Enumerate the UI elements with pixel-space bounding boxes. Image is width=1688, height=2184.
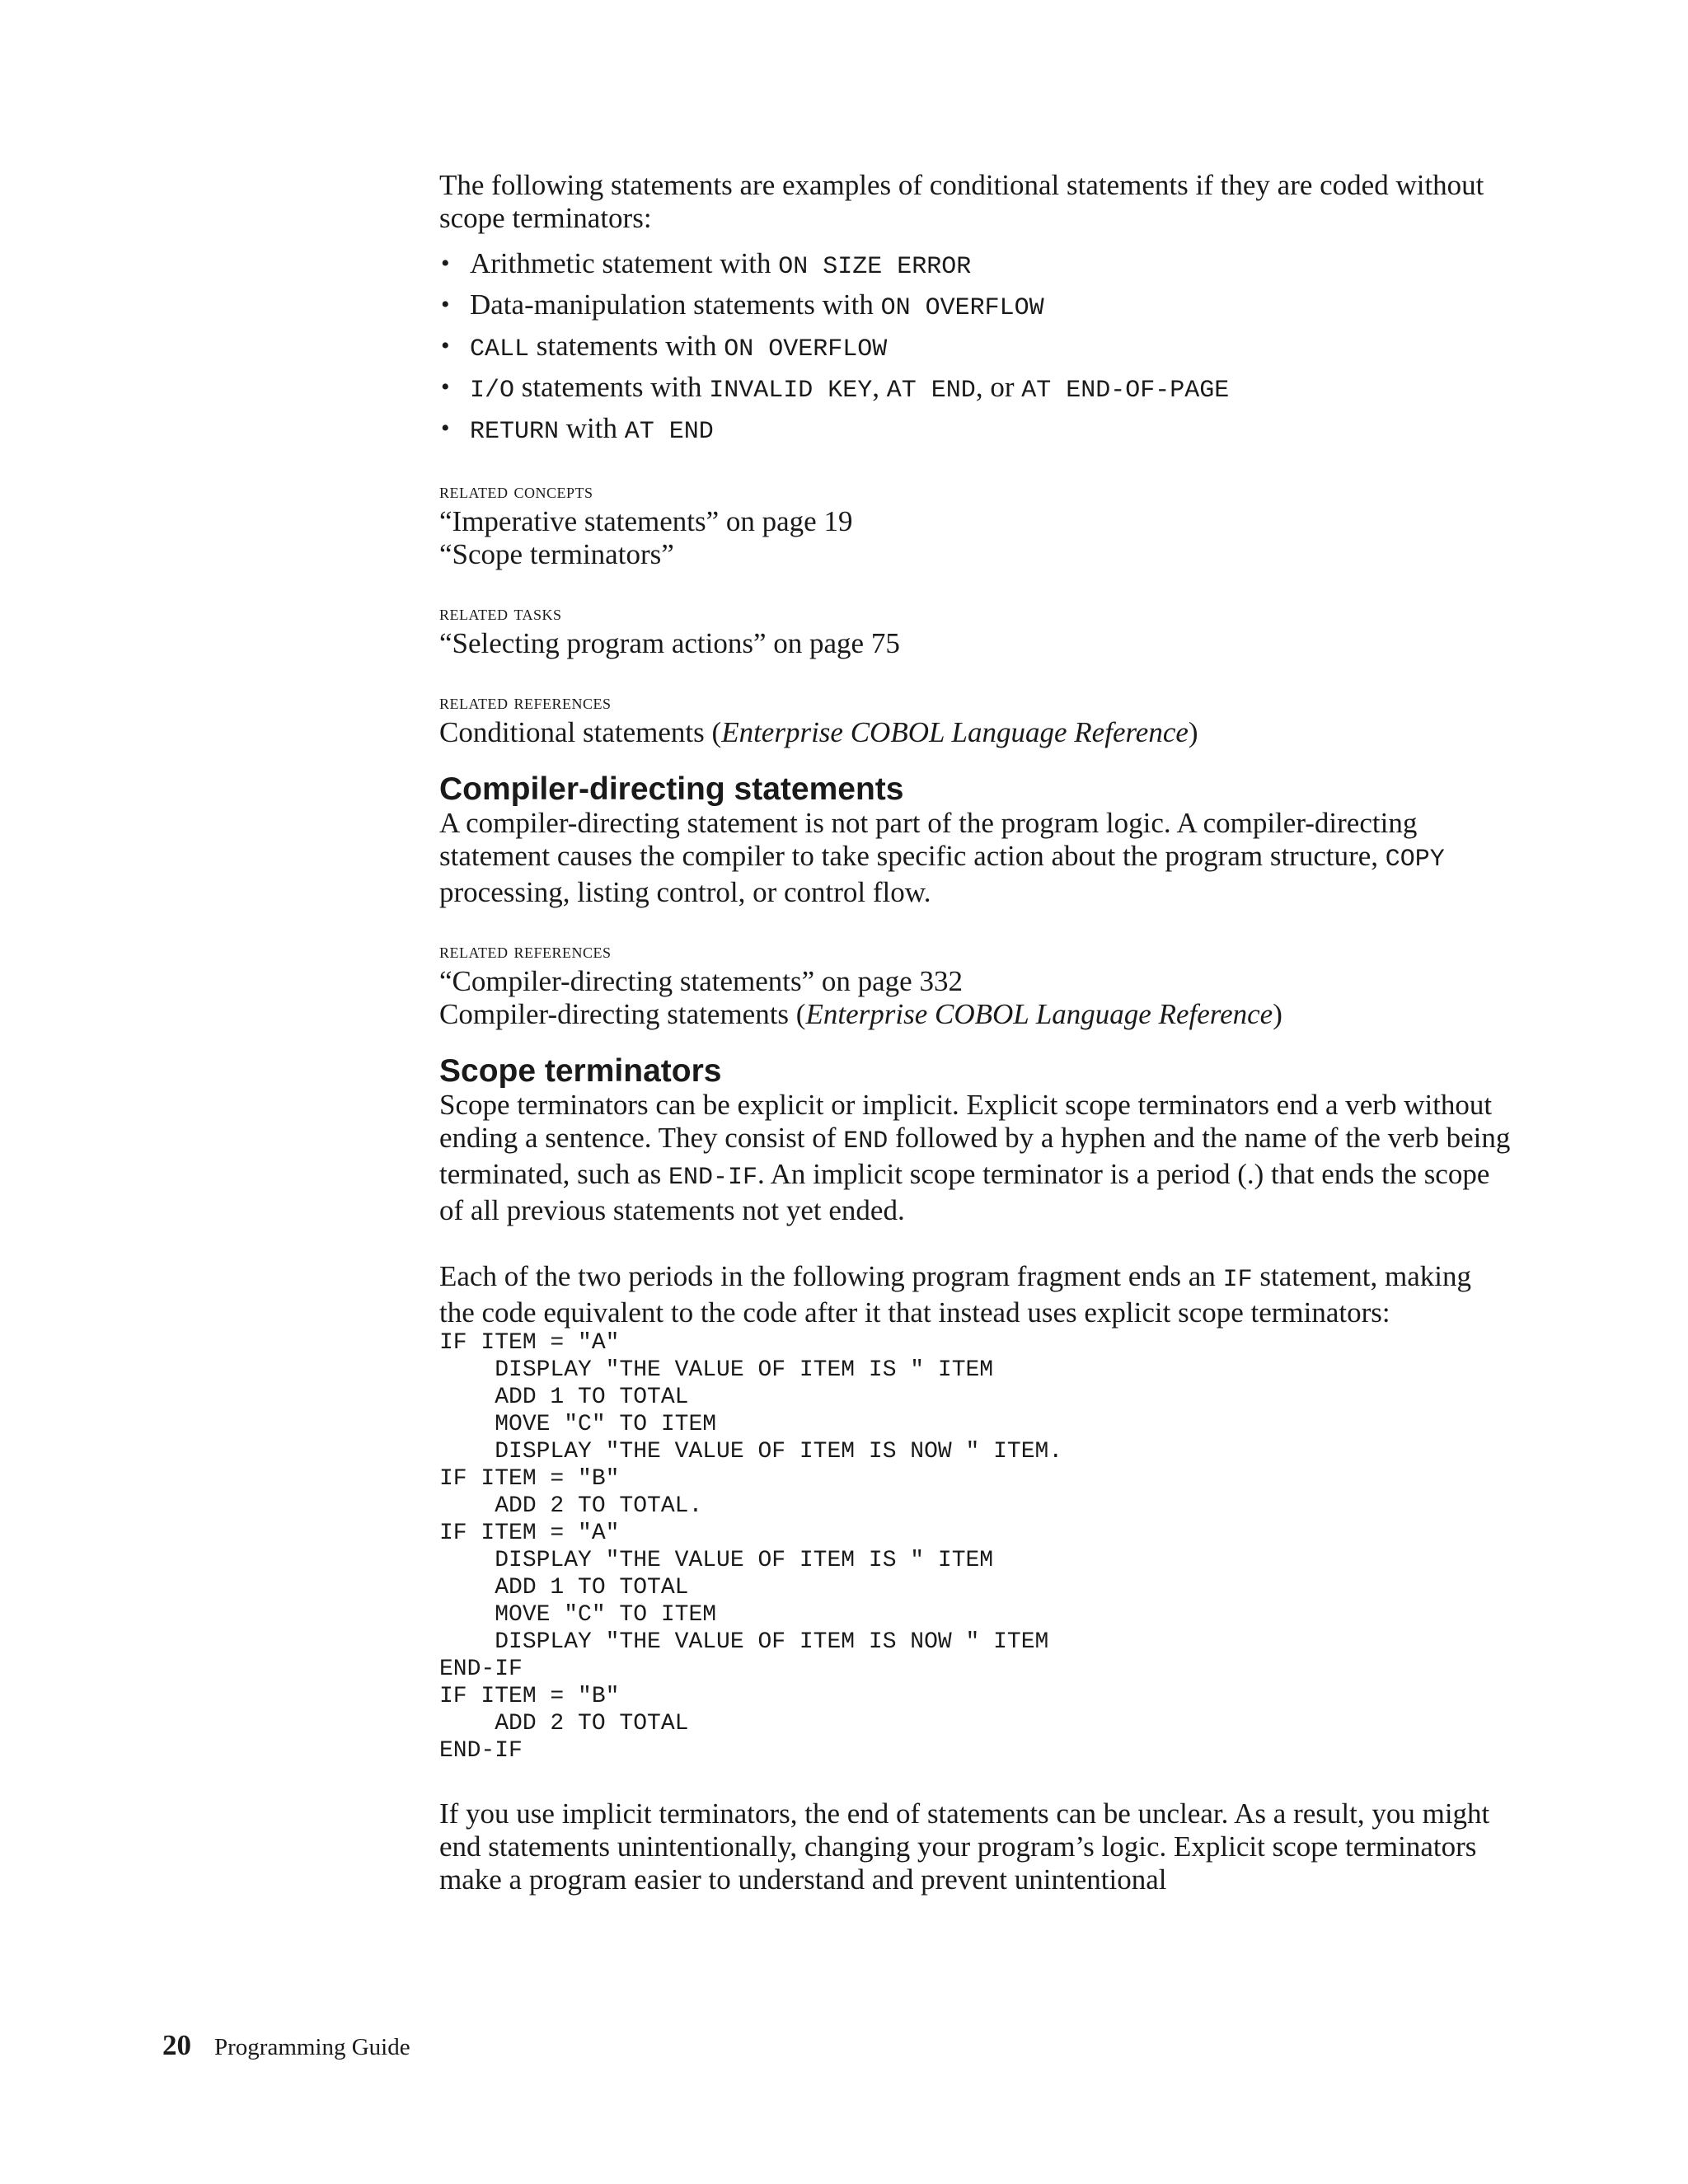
compiler-directing-paragraph: A compiler-directing statement is not part of the program logic. A compiler-directing statement causes the compiler to take specific action about the program structure, COPY processing, listing control, or control flow. bbox=[439, 807, 1445, 908]
related-references-heading: related references bbox=[439, 939, 612, 963]
related-tasks-heading: related tasks bbox=[439, 601, 562, 625]
page-content bbox=[439, 169, 1511, 1896]
link-selecting-program-actions[interactable]: “Selecting program actions” on page 75 bbox=[439, 627, 900, 659]
bullet-icon: • bbox=[441, 291, 450, 318]
page-number: 20 bbox=[162, 2029, 191, 2061]
heading-compiler-directing: Compiler-directing statements bbox=[439, 771, 904, 807]
page-footer bbox=[162, 2029, 410, 2062]
list-item: • CALL statements with ON OVERFLOW bbox=[439, 326, 1511, 367]
book-title: Programming Guide bbox=[214, 2034, 410, 2060]
list-item: • Data-manipulation statements with ON OVERFLOW bbox=[439, 284, 1511, 326]
link-scope-terminators[interactable]: “Scope terminators” bbox=[439, 538, 674, 570]
scope-paragraph-3: If you use implicit terminators, the end of statements can be unclear. As a result, you might end statements unintentionally, changing your program’s logic. Explicit scope terminators make a program easier to understand and prevent unintentional bbox=[439, 1797, 1490, 1896]
code-example-explicit: IF ITEM = "A" DISPLAY "THE VALUE OF ITEM IS " ITEM ADD 1 TO TOTAL MOVE "C" TO ITEM DISPLAY "THE VALUE OF ITEM IS NOW " ITEM END-IF IF ITEM = "B" ADD 2 TO TOTAL END-IF bbox=[439, 1521, 1049, 1764]
link-compiler-directing-language-ref[interactable]: Compiler-directing statements (Enterprise COBOL Language Reference) bbox=[439, 998, 1282, 1030]
bullet-icon: • bbox=[441, 415, 450, 442]
compiler-related-references bbox=[439, 939, 1511, 1031]
bullet-icon: • bbox=[441, 250, 450, 277]
scope-paragraph-2: Each of the two periods in the following program fragment ends an IF statement, making the code equivalent to the code after it that instead uses explicit scope terminators: bbox=[439, 1260, 1471, 1329]
link-conditional-statements[interactable]: Conditional statements (Enterprise COBOL Language Reference) bbox=[439, 716, 1198, 748]
list-item: • I/O statements with INVALID KEY, AT END, or AT END-OF-PAGE bbox=[439, 367, 1511, 408]
conditional-statements-list bbox=[439, 243, 1511, 449]
related-concepts-heading: related concepts bbox=[439, 479, 593, 503]
related-references bbox=[439, 690, 1511, 749]
heading-scope-terminators: Scope terminators bbox=[439, 1053, 722, 1089]
bullet-icon: • bbox=[441, 373, 450, 401]
related-tasks bbox=[439, 601, 1511, 660]
related-concepts bbox=[439, 479, 1511, 571]
list-item: • Arithmetic statement with ON SIZE ERROR bbox=[439, 243, 1511, 284]
scope-paragraph-1: Scope terminators can be explicit or implicit. Explicit scope terminators end a verb without ending a sentence. They consist of END followed by a hyphen and the name of the verb being terminated, such as END-IF. An implicit scope terminator is a period (.) that ends the scope of all previous statements not yet ended. bbox=[439, 1089, 1511, 1226]
link-compiler-directing-page[interactable]: “Compiler-directing statements” on page 332 bbox=[439, 965, 963, 997]
related-references-heading: related references bbox=[439, 690, 612, 714]
code-example-implicit: IF ITEM = "A" DISPLAY "THE VALUE OF ITEM IS " ITEM ADD 1 TO TOTAL MOVE "C" TO ITEM DISPLAY "THE VALUE OF ITEM IS NOW " ITEM. IF ITEM = "B" ADD 2 TO TOTAL. bbox=[439, 1330, 1063, 1519]
intro-paragraph: The following statements are examples of conditional statements if they are coded without scope terminators: bbox=[439, 169, 1484, 234]
list-item: • RETURN with AT END bbox=[439, 408, 1511, 449]
bullet-icon: • bbox=[441, 332, 450, 359]
link-imperative-statements[interactable]: “Imperative statements” on page 19 bbox=[439, 505, 853, 537]
